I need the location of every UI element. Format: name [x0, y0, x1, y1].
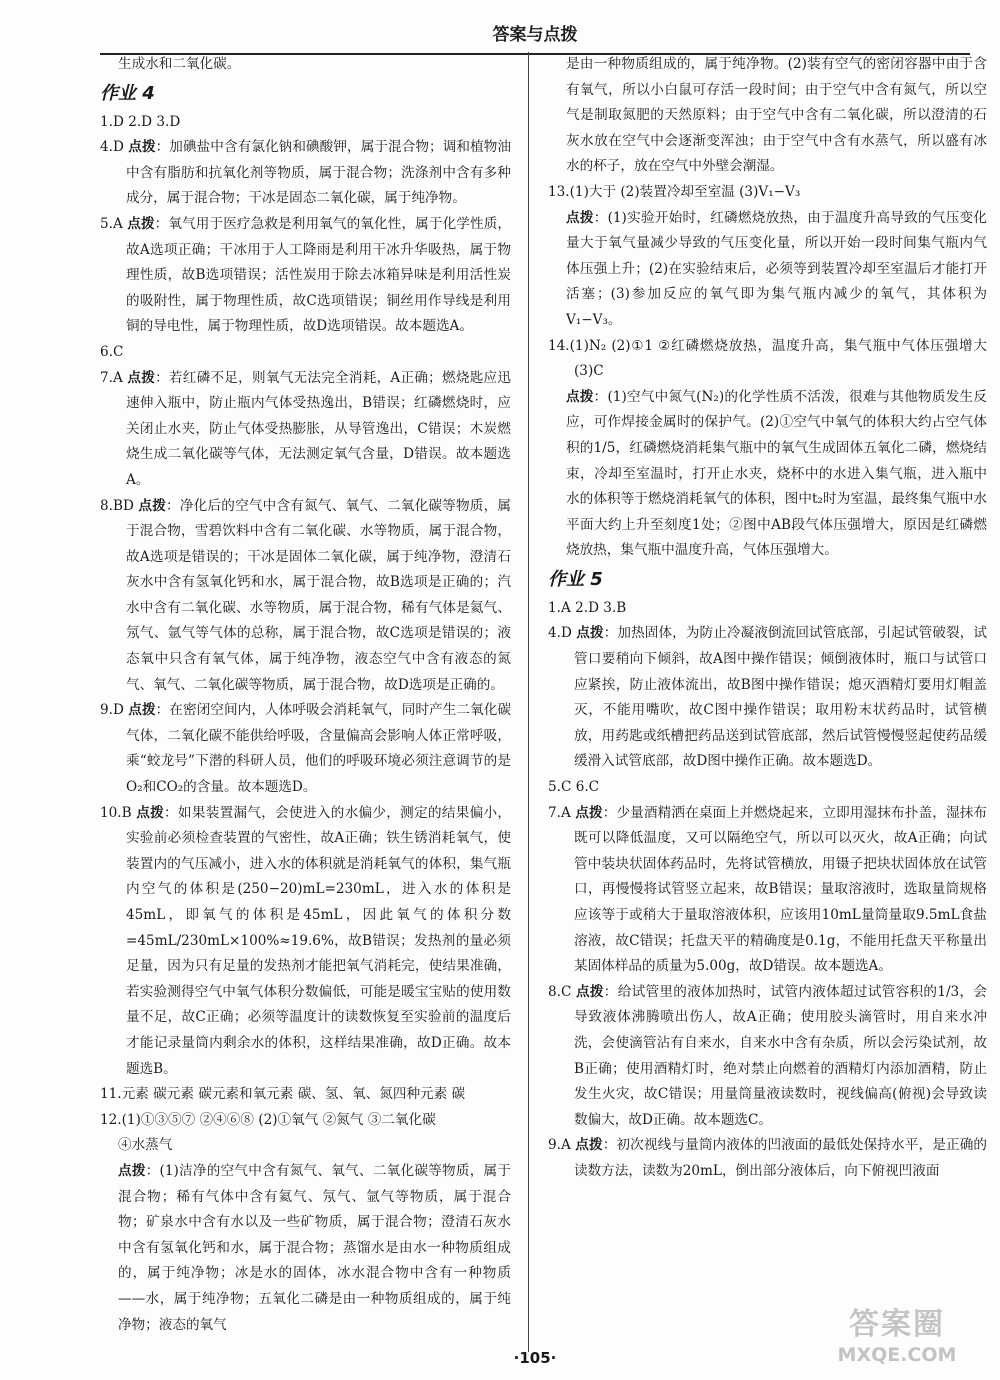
answer-label: 5.A: [100, 215, 128, 232]
answer-label: 7.A: [100, 369, 128, 386]
answer-q7: [548, 801, 987, 980]
hint-text: ：给试管里的液体加热时，试管内液体超过试管容积的1/3，会导致液体沸腾喷出伤人，故A正确；使用胶头滴管时，用自来水冲洗，会使滴管沾有自来水，自来水中含有杂质，所以会污染试剂，故B正确；使用酒精灯时，绝对禁止向燃着的酒精灯内添加酒精，防止发生火灾，故C错误；用量筒量液读数时，视线偏高(俯视)会导致读数偏大，故D正确。故本题选C。: [574, 983, 987, 1128]
hint-text: ：如果装置漏气，会使进入的水偏少，测定的结果偏小，实验前必须检查装置的气密性，故A正确；铁生锈消耗氧气，使装置内的气压减小，进入水的体积就是消耗氧气的体积，集气瓶内空气的体积是(250−20)mL=230mL，进入水的体积是45mL，即氧气的体积是45mL，因此氧气的体积分数=45mL/230mL×100%≈19.6%，故B错误；发热剂的量必须足量，因为只有足量的发热剂才能把氧气消耗完，使结果准确，若实验测得空气中氧气体积分数偏低，可能是暖宝宝贴的使用数量不足，故C正确；必须等温度计的读数恢复至实验前的温度后才能记录量筒内剩余水的体积，这样结果准确，故D正确。故本题选B。: [126, 804, 512, 1077]
answer-q4: [100, 135, 511, 212]
answer-q14: 14.(1)N₂ (2)①1 ②红磷燃烧放热，温度升高，集气瓶中气体压强增大 (3)C: [548, 337, 987, 380]
hint-label: 点拨: [128, 139, 156, 156]
answer-q6: 6.C: [100, 343, 124, 360]
answer-q11: 11.元素 碳元素 碳元素和氧元素 碳、氢、氧、氮四种元素 碳: [100, 1086, 466, 1103]
page-header: 答案与点拨: [100, 20, 970, 55]
answer-label: 4.D: [100, 139, 129, 156]
hint-label: 点拨: [566, 209, 594, 226]
answer-q12: 12.(1)①③⑤⑦ ②④⑥⑧ (2)①氧气 ②氮气 ③二氧化碳: [100, 1111, 436, 1128]
hint-text: ：加碘盐中含有氯化钠和碘酸钾，属于混合物；调和植物油中含有脂肪和抗氧化剂等物质，属于混合物；洗涤剂中含有多种成分，属于混合物；干冰是固态二氧化碳，属于纯净物。: [126, 139, 511, 207]
watermark-logo: 答案圈: [849, 1307, 945, 1342]
hint-label: 点拨: [576, 625, 604, 642]
watermark: [812, 1307, 982, 1373]
answer-label: 8.C: [548, 983, 576, 1000]
answer-label: 9.D: [100, 702, 129, 719]
hint-text: ：若红磷不足，则氧气无法完全消耗，A正确；燃烧匙应迅速伸入瓶中，防止瓶内气体受热逸出，B错误；红磷燃烧时，应关闭止水夹，防止气体受热膨胀，从导管逸出，C错误；木炭燃烧生成二氧化碳等气体，无法测定氧气含量，D错误。故本题选A。: [126, 369, 511, 488]
watermark-url: MXQE.COM: [837, 1344, 957, 1366]
continued-text: 生成水和二氧化碳。: [118, 56, 241, 72]
section-title-hw4: 作业 4: [100, 82, 155, 104]
hint-q13: [548, 206, 987, 334]
answer-q1-3: 1.D 2.D 3.D: [100, 113, 181, 130]
hint-label: 点拨: [118, 1162, 146, 1179]
answer-label: 7.A: [548, 804, 576, 821]
hint-text: ：净化后的空气中含有氮气、氧气、二氧化碳等物质，属于混合物，雪碧饮料中含有二氧化碳、水等物质，属于混合物，故A选项是错误的；干冰是固体二氧化碳，属于纯净物，澄清石灰水中含有氢氧化钙和水，属于混合物，故B选项是正确的；汽水中含有二氧化碳、水等物质，属于混合物，稀有气体是氦气、氖气、氩气等气体的总称，属于混合物，故C选项是错误的；液态氧中只含有氧气体，属于纯净物，液态空气中含有液态的氮气、氧气、二氧化碳等物质，属于混合物，故D选项是正确的。: [126, 497, 512, 693]
answer-label: 10.B: [100, 804, 137, 821]
hint-q14: [548, 385, 987, 564]
answer-q12-cont: ④水蒸气: [118, 1137, 173, 1154]
page-number: ·105·: [513, 1349, 557, 1367]
hint-q12: [100, 1159, 511, 1338]
answer-q7: [100, 366, 511, 494]
answer-q4: [548, 621, 987, 775]
hint-text: ：初次视线与量筒内液体的凹液面的最低处保持水平，是正确的读数方法，读数为20mL，倒出部分液体后，向下俯视凹液面: [574, 1137, 988, 1179]
column-divider: [528, 52, 529, 1352]
answer-q13: 13.(1)大于 (2)装置冷却至室温 (3)V₁−V₃: [548, 183, 801, 200]
hint-label: 点拨: [127, 369, 156, 386]
hint-label: 点拨: [128, 702, 156, 719]
answer-q10: [100, 801, 511, 1083]
answer-q9: [100, 698, 511, 800]
hint-label: 点拨: [138, 497, 167, 514]
answer-label: 8.BD: [100, 497, 139, 514]
hint-label: 点拨: [575, 804, 603, 821]
hint-label: 点拨: [575, 1137, 603, 1154]
section-title-hw5: 作业 5: [548, 568, 603, 590]
answer-label: 9.A: [548, 1137, 576, 1154]
hint-text: ：(1)洁净的空气中含有氮气、氧气、二氧化碳等物质，属于混合物；稀有气体中含有氦气、氖气、氩气等物质，属于混合物；矿泉水中含有水以及一些矿物质，属于混合物；澄清石灰水中含有氢氧化钙和水，属于混合物；蒸馏水是由水一种物质组成的，属于纯净物；冰是水的固体，冰水混合物中含有一种物质——水，属于纯净物；五氧化二磷是由一种物质组成的，属于纯净物；液态的氧气: [118, 1162, 511, 1333]
hint-label: 点拨: [576, 983, 604, 1000]
answer-q1-3: 1.A 2.D 3.B: [548, 599, 627, 616]
answer-q8: [100, 494, 511, 699]
hint-text: ：(1)实验开始时，红磷燃烧放热，由于温度升高导致的气压变化量大于氧气量减少导致的气压变化量，所以开始一段时间集气瓶内气体压强上升；(2)在实验结束后，必须等到装置冷却至室温后才能打开活塞；(3)参加反应的氧气即为集气瓶内减少的氧气，其体积为V₁−V₃。: [566, 209, 988, 328]
hint-text: ：(1)空气中氮气(N₂)的化学性质不活泼，很难与其他物质发生反应，可作焊接金属时的保护气。(2)①空气中氧气的体积大约占空气体积的1/5，红磷燃烧消耗集气瓶中的氧气生成固体五氧化二磷，燃烧结束，冷却至室温时，打开止水夹，烧杯中的水进入集气瓶，进入瓶中水的体积等于燃烧消耗氧气的体积，图中t₂时为室温，最终集气瓶中水平面大约上升至刻度1处；②图中AB段气体压强增大，原因是红磷燃烧放热，集气瓶中温度升高，气体压强增大。: [566, 388, 987, 559]
hint-label: 点拨: [566, 388, 594, 405]
hint-text: ：少量酒精洒在桌面上并燃烧起来，立即用湿抹布扑盖，湿抹布既可以降低温度，又可以隔绝空气，所以可以灭火，故A正确；向试管中装块状固体药品时，先将试管横放，用镊子把块状固体放在试管口，再慢慢将试管竖立起来，故B错误；量取溶液时，选取量筒规格应该等于或稍大于量取溶液体积，应该用10mL量筒量取9.5mL食盐溶液，故C错误；托盘天平的精确度是0.1g，不能用托盘天平称量出某固体样品的质量为5.00g，故D错误。故本题选A。: [574, 804, 988, 975]
answer-q9: [548, 1133, 987, 1184]
hint-text: ：在密闭空间内，人体呼吸会消耗氧气，同时产生二氧化碳气体，二氧化碳不能供给呼吸，含量偏高会影响人体正常呼吸，乘“蛟龙号”下潜的科研人员，他们的呼吸环境必须注意调节的是O₂和CO₂的含量。故本题选D。: [126, 702, 511, 796]
answer-q8: [548, 980, 987, 1134]
answer-label: 4.D: [548, 625, 577, 642]
continued-text: 是由一种物质组成的，属于纯净物。(2)装有空气的密闭容器中由于含有氧气，所以小白鼠可存活一段时间；由于空气中含有氮气，所以空气是制取氮肥的天然原料；由于空气中含有二氧化碳，所以澄清的石灰水放在空气中会逐渐变浑浊；由于空气中含有水蒸气，所以盛有冰水的杯子，放在空气中外壁会潮湿。: [566, 56, 987, 175]
answer-q5: [100, 212, 511, 340]
hint-label: 点拨: [136, 804, 165, 821]
hint-text: ：氧气用于医疗急救是利用氧气的氧化性，属于化学性质，故A选项正确；干冰用于人工降雨是利用干冰升华吸热，属于物理性质，故B选项错误；活性炭用于除去冰箱异味是利用活性炭的吸附性，属于物理性质，故C选项错误；铜丝用作导线是利用铜的导电性，属于物理性质，故D选项错误。故本题选A。: [126, 215, 512, 335]
answer-q5-6: 5.C 6.C: [548, 779, 600, 796]
hint-label: 点拨: [127, 215, 155, 232]
left-column: [100, 52, 511, 1338]
hint-text: ：加热固体，为防止冷凝液倒流回试管底部，引起试管破裂，试管口要稍向下倾斜，故A图中操作错误；倾倒液体时，瓶口与试管口应紧挨，防止液体流出，故B图中操作错误；熄灭酒精灯要用灯帽盖灭，不能用嘴吹，故C图中操作错误；取用粉末状药品时，试管横放，用药匙或纸槽把药品送到试管底部，然后试管慢慢竖起使药品缓缓滑入试管底部，故D图中操作正确。故本题选D。: [574, 625, 987, 770]
right-column: [548, 52, 987, 1185]
